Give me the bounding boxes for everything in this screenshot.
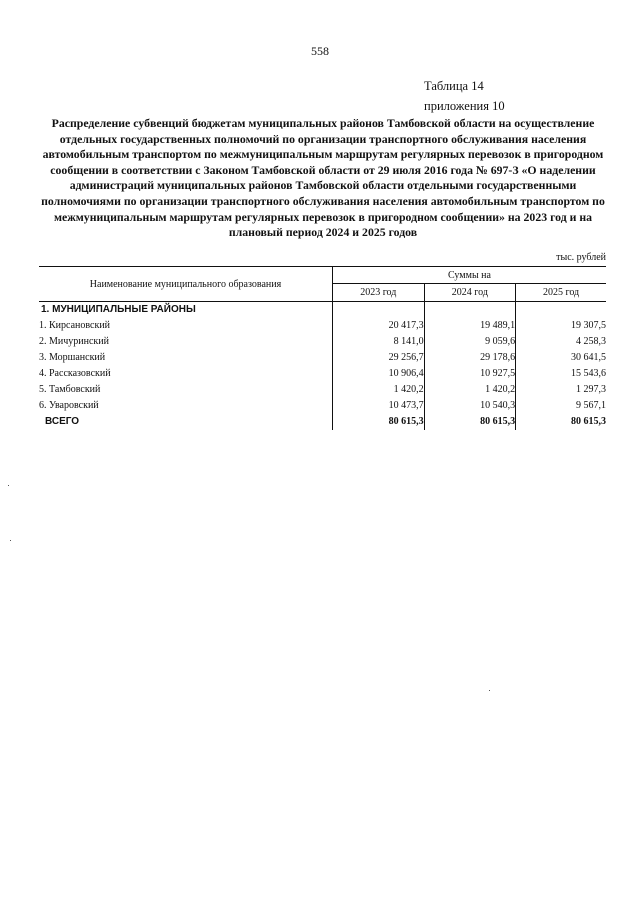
- page-number: 558: [311, 44, 329, 58]
- scan-speck: [489, 690, 490, 691]
- scan-speck: [8, 485, 9, 486]
- value-2023: 8 141,0: [333, 334, 425, 350]
- units-label: тыс. рублей: [556, 252, 606, 263]
- value-2023: 20 417,3: [333, 318, 425, 334]
- appendix-label: приложения 10: [424, 99, 505, 113]
- column-header-2024: 2024 год: [424, 284, 516, 302]
- district-name: 2. Мичуринский: [39, 334, 333, 350]
- value-2023: 29 256,7: [333, 350, 425, 366]
- table-row: [39, 334, 606, 350]
- value-2025: 9 567,1: [576, 400, 606, 411]
- value-2024: 10 927,5: [424, 366, 516, 382]
- table-row: [39, 350, 606, 366]
- value-2024: 1 420,2: [424, 382, 516, 398]
- total-2025: 80 615,3: [571, 416, 606, 427]
- value-2024: 19 489,1: [424, 318, 516, 334]
- value-2025: 4 258,3: [576, 336, 606, 347]
- value-2025: 15 543,6: [571, 368, 606, 379]
- district-name: 6. Уваровский: [39, 398, 333, 414]
- table-row: [39, 366, 606, 382]
- document-title: Распределение субвенций бюджетам муниципальных районов Тамбовской области на осуществление отдельных государственных полномочий по организации транспортного обслуживания населения автомобильным транспортом по межмуниципальным маршрутам регулярных перевозок в пригородном сообщении в соответствии с Законом Тамбовской области от 29 июля 2016 года № 697-З «О наделении администраций муниципальных районов Тамбовской области отдельными государственными полномочиями по организации транспортного обслуживания населения автомобильным транспортом по межмуниципальным маршрутам регулярных перевозок в пригородном сообщении» на 2023 год и на плановый период 2024 и 2025 годов: [41, 116, 605, 240]
- column-header-2025: 2025 год: [516, 284, 606, 302]
- table-row: [39, 382, 606, 398]
- value-2024: 29 178,6: [424, 350, 516, 366]
- column-header-2023: 2023 год: [333, 284, 425, 302]
- district-name: 1. Кирсановский: [39, 318, 333, 334]
- district-name: 3. Моршанский: [39, 350, 333, 366]
- column-header-name: Наименование муниципального образования: [39, 267, 333, 302]
- table-row: [39, 318, 606, 334]
- table-label: Таблица 14: [424, 79, 484, 93]
- value-2025: 19 307,5: [571, 320, 606, 331]
- value-2025: 30 641,5: [571, 352, 606, 363]
- column-header-sums: Суммы на: [333, 267, 607, 284]
- value-2024: 10 540,3: [424, 398, 516, 414]
- table-row: [39, 398, 606, 414]
- total-2023: 80 615,3: [333, 414, 425, 430]
- value-2024: 9 059,6: [424, 334, 516, 350]
- total-row: [39, 414, 606, 430]
- budget-table: [39, 266, 606, 430]
- section-row: [39, 302, 606, 319]
- value-2023: 10 473,7: [333, 398, 425, 414]
- section-title: 1. МУНИЦИПАЛЬНЫЕ РАЙОНЫ: [39, 302, 333, 319]
- total-label: ВСЕГО: [39, 414, 333, 430]
- value-2023: 1 420,2: [333, 382, 425, 398]
- district-name: 5. Тамбовский: [39, 382, 333, 398]
- total-2024: 80 615,3: [424, 414, 516, 430]
- table-reference: [424, 76, 505, 116]
- value-2025: 1 297,3: [576, 384, 606, 395]
- scan-speck: [10, 540, 11, 541]
- district-name: 4. Рассказовский: [39, 366, 333, 382]
- value-2023: 10 906,4: [333, 366, 425, 382]
